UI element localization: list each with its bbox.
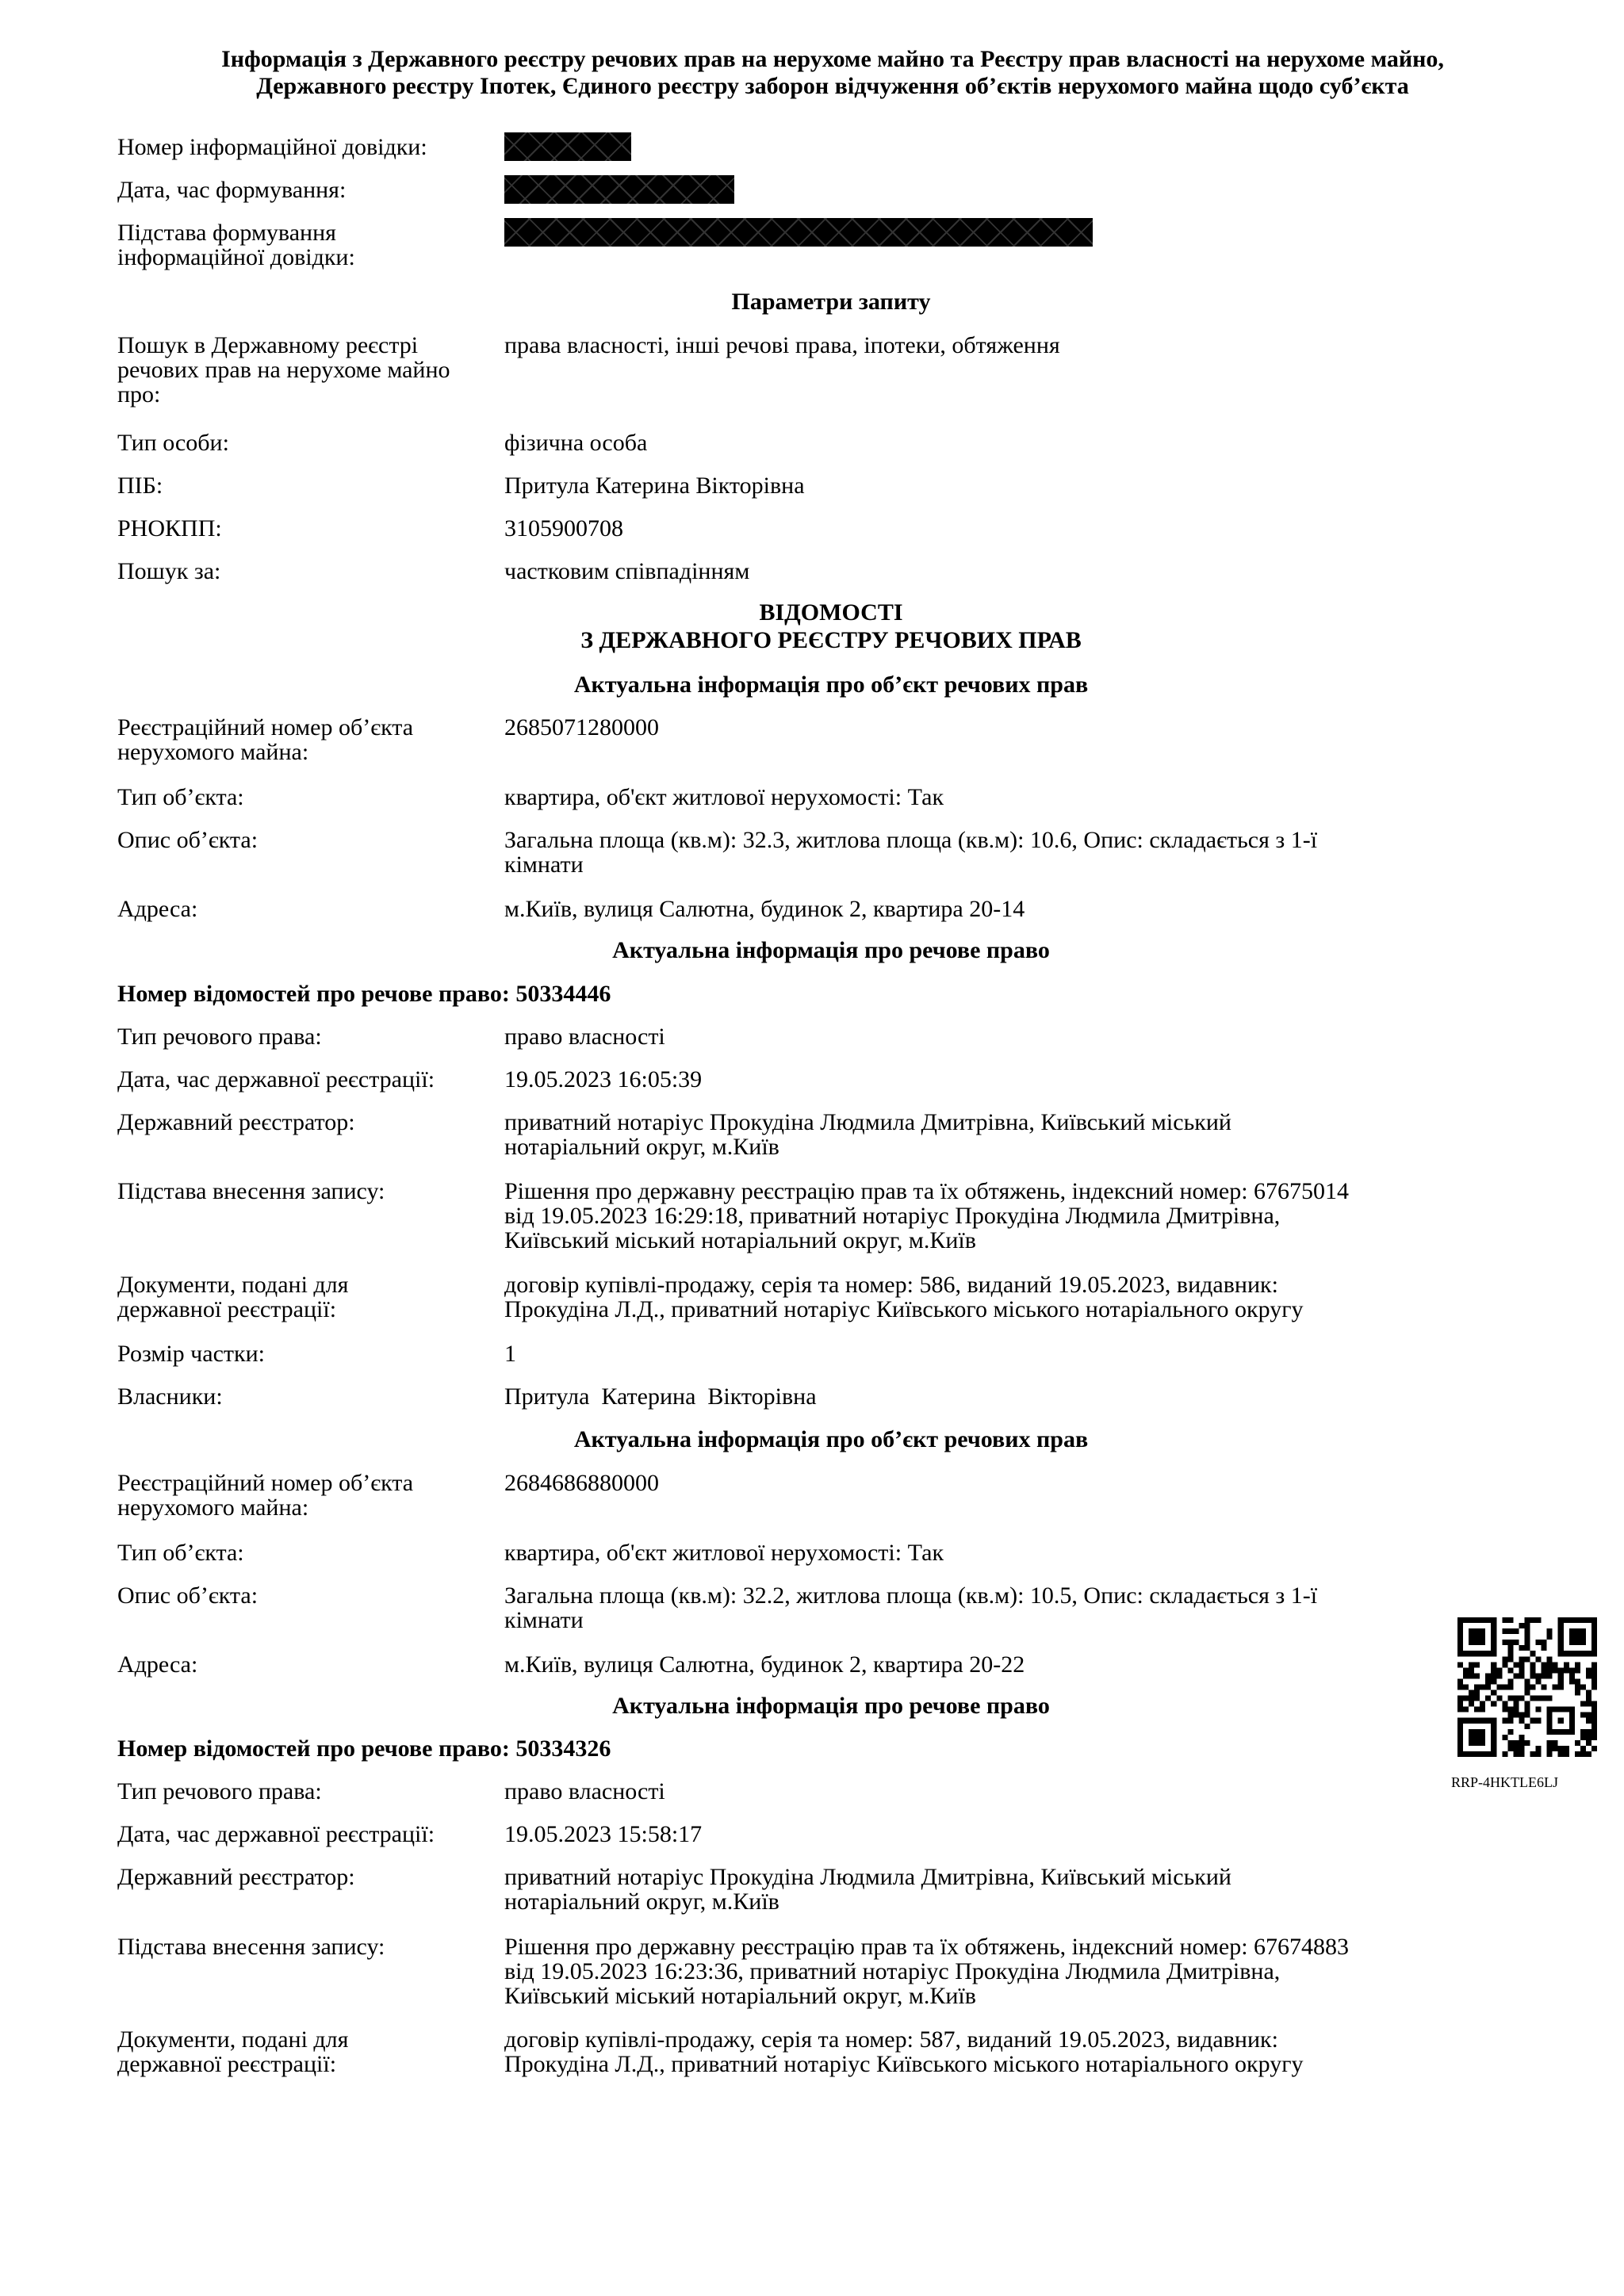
search-value: права власності, інші речові права, іпотеки, обтяження [504,332,1060,358]
share-value: 1 [504,1341,516,1367]
redacted-datetime [504,175,734,204]
name-label: ПІБ: [117,473,163,499]
reg-number-value: 2684686880000 [504,1470,659,1496]
title-line-1: Інформація з Державного реєстру речових прав на нерухоме майно та Реєстру прав власності на нерухоме майно, [221,46,1444,72]
right-number: Номер відомостей про речове право: 50334326 [117,1735,611,1762]
object-type-label: Тип об’єкта: [117,1540,244,1566]
address-label: Адреса: [117,1651,198,1678]
tax-value: 3105900708 [504,515,623,541]
registrar-label: Державний реєстратор: [117,1109,355,1135]
redacted-basis [504,218,1093,247]
documents-line: Прокудіна Л.Д., приватний нотаріус Київського міського нотаріального округу [504,2051,1304,2077]
entry-basis-label: Підстава внесення запису: [117,1178,385,1204]
object-desc-line: Загальна площа (кв.м): 32.3, житлова площа (кв.м): 10.6, Опис: складається з 1-ї [504,827,1318,853]
object-heading: Актуальна інформація про об’єкт речових прав [573,1426,1089,1452]
entry-basis-line: від 19.05.2023 16:29:18, приватний нотаріус Прокудіна Людмила Дмитрівна, [504,1203,1281,1229]
search-by-label: Пошук за: [117,558,221,584]
entry-basis-line: Рішення про державну реєстрацію прав та їх обтяжень, індексний номер: 67675014 [504,1178,1350,1204]
right-heading: Актуальна інформація про речове право [612,937,1050,963]
reg-datetime-value: 19.05.2023 15:58:17 [504,1821,703,1847]
registrar-label: Державний реєстратор: [117,1864,355,1890]
right-heading: Актуальна інформація про речове право [612,1693,1050,1719]
documents-line: договір купівлі-продажу, серія та номер: 586, виданий 19.05.2023, видавник: [504,1272,1278,1298]
reg-number-label: Реєстраційний номер об’єкта нерухомого майна: [117,1470,414,1521]
object-desc-line: кімнати [504,1607,584,1633]
entry-basis-label: Підстава внесення запису: [117,1934,385,1960]
right-type-label: Тип речового права: [117,1778,322,1804]
redacted-ref-number [504,132,631,161]
documents-line: Прокудіна Л.Д., приватний нотаріус Київського міського нотаріального округу [504,1296,1304,1322]
object-desc-label: Опис об’єкта: [117,827,259,853]
documents-line: договір купівлі-продажу, серія та номер: 587, виданий 19.05.2023, видавник: [504,2026,1278,2053]
qr-code-icon [1457,1617,1597,1757]
document-code: RRP-4HKTLE6LJ [1451,1774,1558,1790]
address-label: Адреса: [117,896,198,922]
right-type-value: право власності [504,1024,665,1050]
entry-basis-line: Київський міський нотаріальний округ, м.Київ [504,1983,976,2009]
registrar-line: нотаріальний округ, м.Київ [504,1134,779,1160]
search-by-value: частковим співпадінням [504,558,750,584]
right-type-label: Тип речового права: [117,1024,322,1050]
address-value: м.Київ, вулиця Салютна, будинок 2, квартира 20-22 [504,1651,1025,1678]
reg-datetime-label: Дата, час державної реєстрації: [117,1066,435,1093]
reg-number-label: Реєстраційний номер об’єкта нерухомого майна: [117,714,414,765]
registrar-line: приватний нотаріус Прокудіна Людмила Дмитрівна, Київський міський [504,1864,1231,1890]
reg-datetime-value: 19.05.2023 16:05:39 [504,1066,703,1093]
object-type-value: квартира, об'єкт житлової нерухомості: Так [504,784,944,810]
name-value: Притула Катерина Вікторівна [504,473,805,499]
reg-number-value: 2685071280000 [504,714,659,740]
object-type-value: квартира, об'єкт житлової нерухомості: Так [504,1540,944,1566]
ref-number-label: Номер інформаційної довідки: [117,134,427,160]
registrar-line: нотаріальний округ, м.Київ [504,1888,779,1915]
object-desc-line: кімнати [504,851,584,878]
entry-basis-line: Рішення про державну реєстрацію прав та їх обтяжень, індексний номер: 67674883 [504,1934,1350,1960]
object-type-label: Тип об’єкта: [117,784,244,810]
object-desc-label: Опис об’єкта: [117,1582,259,1609]
person-type-value: фізична особа [504,430,648,456]
right-type-value: право власності [504,1778,665,1804]
object-heading: Актуальна інформація про об’єкт речових прав [573,672,1089,698]
person-type-label: Тип особи: [117,430,229,456]
owners-value: Притула Катерина Вікторівна [504,1383,817,1410]
tax-label: РНОКПП: [117,515,222,541]
registrar-line: приватний нотаріус Прокудіна Людмила Дмитрівна, Київський міський [504,1109,1231,1135]
datetime-label: Дата, час формування: [117,177,347,203]
reg-datetime-label: Дата, час державної реєстрації: [117,1821,435,1847]
object-desc-line: Загальна площа (кв.м): 32.2, житлова площа (кв.м): 10.5, Опис: складається з 1-ї [504,1582,1318,1609]
documents-label: Документи, подані для державної реєстрації: [117,1272,349,1322]
documents-label: Документи, подані для державної реєстрації: [117,2026,349,2077]
address-value: м.Київ, вулиця Салютна, будинок 2, квартира 20-14 [504,896,1025,922]
registry-heading-1: ВІДОМОСТІ [759,599,903,626]
entry-basis-line: від 19.05.2023 16:23:36, приватний нотаріус Прокудіна Людмила Дмитрівна, [504,1958,1281,1984]
entry-basis-line: Київський міський нотаріальний округ, м.Київ [504,1227,976,1253]
registry-heading-2: З ДЕРЖАВНОГО РЕЄСТРУ РЕЧОВИХ ПРАВ [580,627,1082,653]
document-title [95,46,1570,100]
share-label: Розмір частки: [117,1341,265,1367]
owners-label: Власники: [117,1383,223,1410]
basis-label: Підстава формування інформаційної довідки: [117,220,355,270]
right-number: Номер відомостей про речове право: 50334446 [117,981,611,1007]
search-label: Пошук в Державному реєстрі речових прав на нерухоме майно про: [117,332,450,408]
title-line-2: Державного реєстру Іпотек, Єдиного реєстру заборон відчуження об’єктів нерухомого майна щодо суб’єкта [256,73,1409,99]
query-heading: Параметри запиту [731,289,931,315]
